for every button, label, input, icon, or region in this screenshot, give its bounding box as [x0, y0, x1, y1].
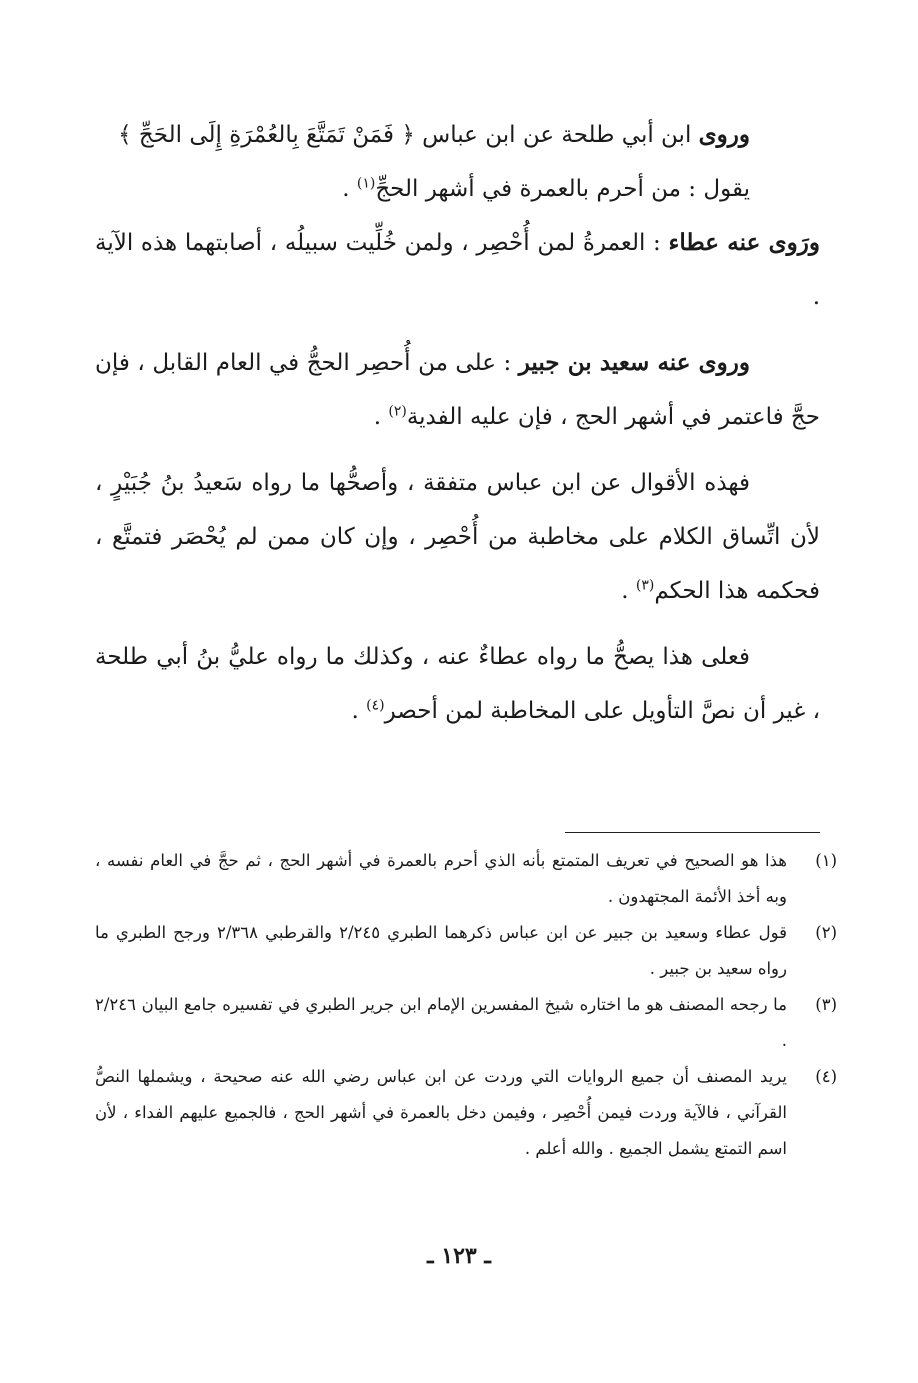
paragraph-6 [95, 630, 820, 738]
footnote-number: (٣) [815, 995, 837, 1014]
paragraph-3-lead: ورَوى عنه عطاء [668, 229, 821, 256]
page-number: ـ ١٢٣ ـ [427, 1243, 491, 1269]
footnote-ref-4: (٤) [366, 697, 385, 714]
paragraph-1-lead: وروى [698, 121, 750, 148]
footnote-ref-2: (٢) [388, 403, 407, 420]
footnote-number: (٢) [815, 923, 837, 942]
paragraph-6-text: فعلى هذا يصحُّ ما رواه عطاءٌ عنه ، وكذلك ما رواه عليُّ بنُ أبي طلحة ، غير أن نصَّ التأويل على المخاطبة لمن أحصر [95, 644, 820, 724]
paragraph-3 [95, 216, 820, 324]
paragraph-4 [95, 336, 820, 444]
footnote-text: يريد المصنف أن جميع الروايات التي وردت عن ابن عباس رضي الله عنه صحيحة ، ويشملها النصُّ القرآني ، فالآية وردت فيمن أُحْصِر ، وفيمن دخل بالعمرة في أشهر الحج ، فالجميع عليهم الفداء ، لأن اسم التمتع يشمل الجميع . والله أعلم . [95, 1067, 787, 1158]
paragraph-5-text: فهذه الأقوال عن ابن عباس متفقة ، وأصحُّها ما رواه سَعيدُ بنُ جُبَيْرٍ ، لأن اتِّساق الكلام على مخاطبة من أُحْصِر ، وإن كان ممن لم يُحْصَر فتمتَّع ، فحكمه هذا الحكم [95, 470, 820, 604]
footnote-text: ما رجحه المصنف هو ما اختاره شيخ المفسرين الإمام ابن جرير الطبري في تفسيره جامع البيان ٢/٢٤٦ . [95, 995, 787, 1050]
footnote-ref-3: (٣) [635, 577, 655, 594]
main-text [95, 108, 820, 738]
quran-verse: ﴿ فَمَنْ تَمَتَّعَ بِالعُمْرَةِ إِلَى الحَجِّ ﴾ [118, 122, 415, 148]
paragraph-1 [95, 108, 820, 162]
footnote-3 [95, 987, 837, 1059]
paragraph-2-text: يقول : من أحرم بالعمرة في أشهر الحجِّ [375, 176, 750, 202]
paragraph-5 [95, 456, 820, 618]
paragraph-3-text: : العمرةُ لمن أُحْصِر ، ولمن خُلِّيت سبيلُه ، أصابتهما هذه الآية . [95, 230, 820, 310]
footnote-ref-1: (١) [356, 175, 376, 192]
paragraph-6-after: . [351, 698, 367, 724]
paragraph-4-text: : على من أُحصِر الحجُّ في العام القابل ، فإن حجَّ فاعتمر في أشهر الحج ، فإن عليه الفدية [95, 350, 820, 430]
footnote-2 [95, 915, 837, 987]
paragraph-2-after: . [342, 176, 357, 202]
footnote-1 [95, 843, 837, 915]
paragraph-4-after: . [373, 404, 389, 430]
footnote-divider [565, 832, 820, 833]
footnotes-section [95, 843, 837, 1167]
footnote-4 [95, 1059, 837, 1167]
footnote-number: (٤) [815, 1067, 837, 1086]
footnote-text: قول عطاء وسعيد بن جبير عن ابن عباس ذكرهما الطبري ٢/٢٤٥ والقرطبي ٢/٣٦٨ ورجح الطبري ما رواه سعيد بن جبير . [95, 923, 788, 978]
paragraph-1-text: ابن أبي طلحة عن ابن عباس [414, 122, 699, 148]
paragraph-2 [95, 162, 820, 216]
paragraph-5-after: . [621, 578, 636, 604]
paragraph-4-lead: وروى عنه سعيد بن جبير [518, 349, 750, 376]
footnote-number: (١) [815, 851, 837, 870]
footnote-text: هذا هو الصحيح في تعريف المتمتع بأنه الذي أحرم بالعمرة في أشهر الحج ، ثم حجَّ في العام نفسه ، وبه أخذ الأئمة المجتهدون . [95, 851, 787, 906]
